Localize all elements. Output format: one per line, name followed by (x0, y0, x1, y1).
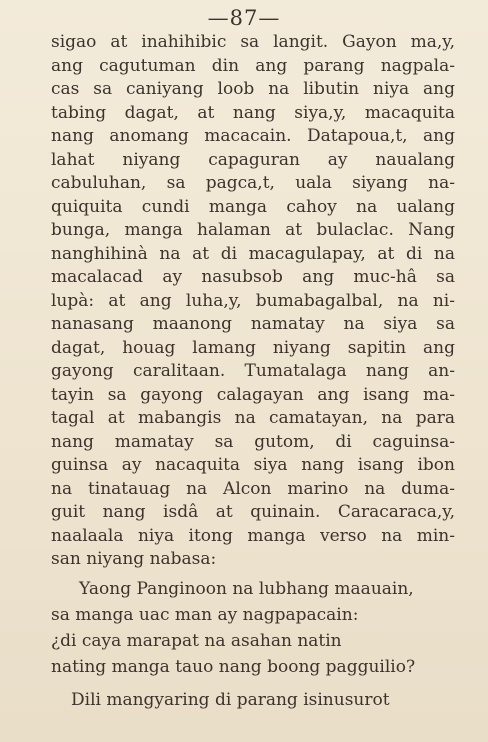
text-line: cas sa caniyang loob na libutin niya ang (51, 79, 455, 99)
text-line: macalacad ay nasubsob ang muc-hâ sa (51, 267, 455, 287)
text-line: guit nang isdâ at quinain. Caracaraca,y, (51, 502, 455, 522)
text-line: Dili mangyaring di parang isinusurot (71, 690, 390, 710)
text-line: guinsa ay nacaquita siya nang isang ibon (51, 455, 455, 475)
verse-line: nating manga tauo nang boong pagguilio? (51, 657, 416, 677)
text-line: quiquita cundi manga cahoy na ualang (51, 196, 455, 217)
continuation-text (51, 689, 455, 713)
text-line: nanghihinà na at di macagulapay, at di na (51, 243, 455, 264)
verse-line: ¿di caya marapat na asahan natin (51, 631, 342, 651)
text-line: gayong caralitaan. Tumatalaga nang an- (51, 361, 455, 381)
text-line: tayin sa gayong calagayan ang isang ma- (51, 384, 455, 405)
body-paragraph (51, 31, 455, 572)
text-line: tagal at mabangis na camatayan, na para (51, 408, 455, 428)
text-line: lahat niyang capaguran ay naualang (51, 149, 455, 170)
text-line: ang cagutuman din ang parang nagpala- (51, 55, 455, 76)
text-line: naalaala niya itong manga verso na min- (51, 525, 455, 546)
verse-block (51, 576, 455, 680)
text-line: nanasang maanong namatay na siya sa (51, 314, 455, 334)
text-line: bunga, manga halaman at bulaclac. Nang (51, 220, 455, 240)
verse-line: Yaong Panginoon na lubhang maauain, (79, 579, 414, 599)
text-line: nang mamatay sa gutom, di caguinsa- (51, 431, 455, 452)
text-line: san niyang nabasa: (51, 549, 217, 569)
text-line: lupà: at ang luha,y, bumabagalbal, na ni- (51, 290, 455, 311)
verse-line: sa manga uac man ay nagpapacain: (51, 605, 359, 625)
text-line: na tinatauag na Alcon marino na duma- (51, 478, 455, 499)
text-line: nang anomang macacain. Datapoua,t, ang (51, 126, 455, 146)
page-number: —87— (207, 6, 281, 30)
text-line: dagat, houag lamang niyang sapitin ang (51, 337, 455, 358)
text-line: tabing dagat, at nang siya,y, macaquita (51, 102, 455, 123)
text-line: sigao at inahihibic sa langit. Gayon ma,y, (51, 32, 455, 52)
text-line: cabuluhan, sa pagca,t, uala siyang na- (51, 173, 455, 193)
